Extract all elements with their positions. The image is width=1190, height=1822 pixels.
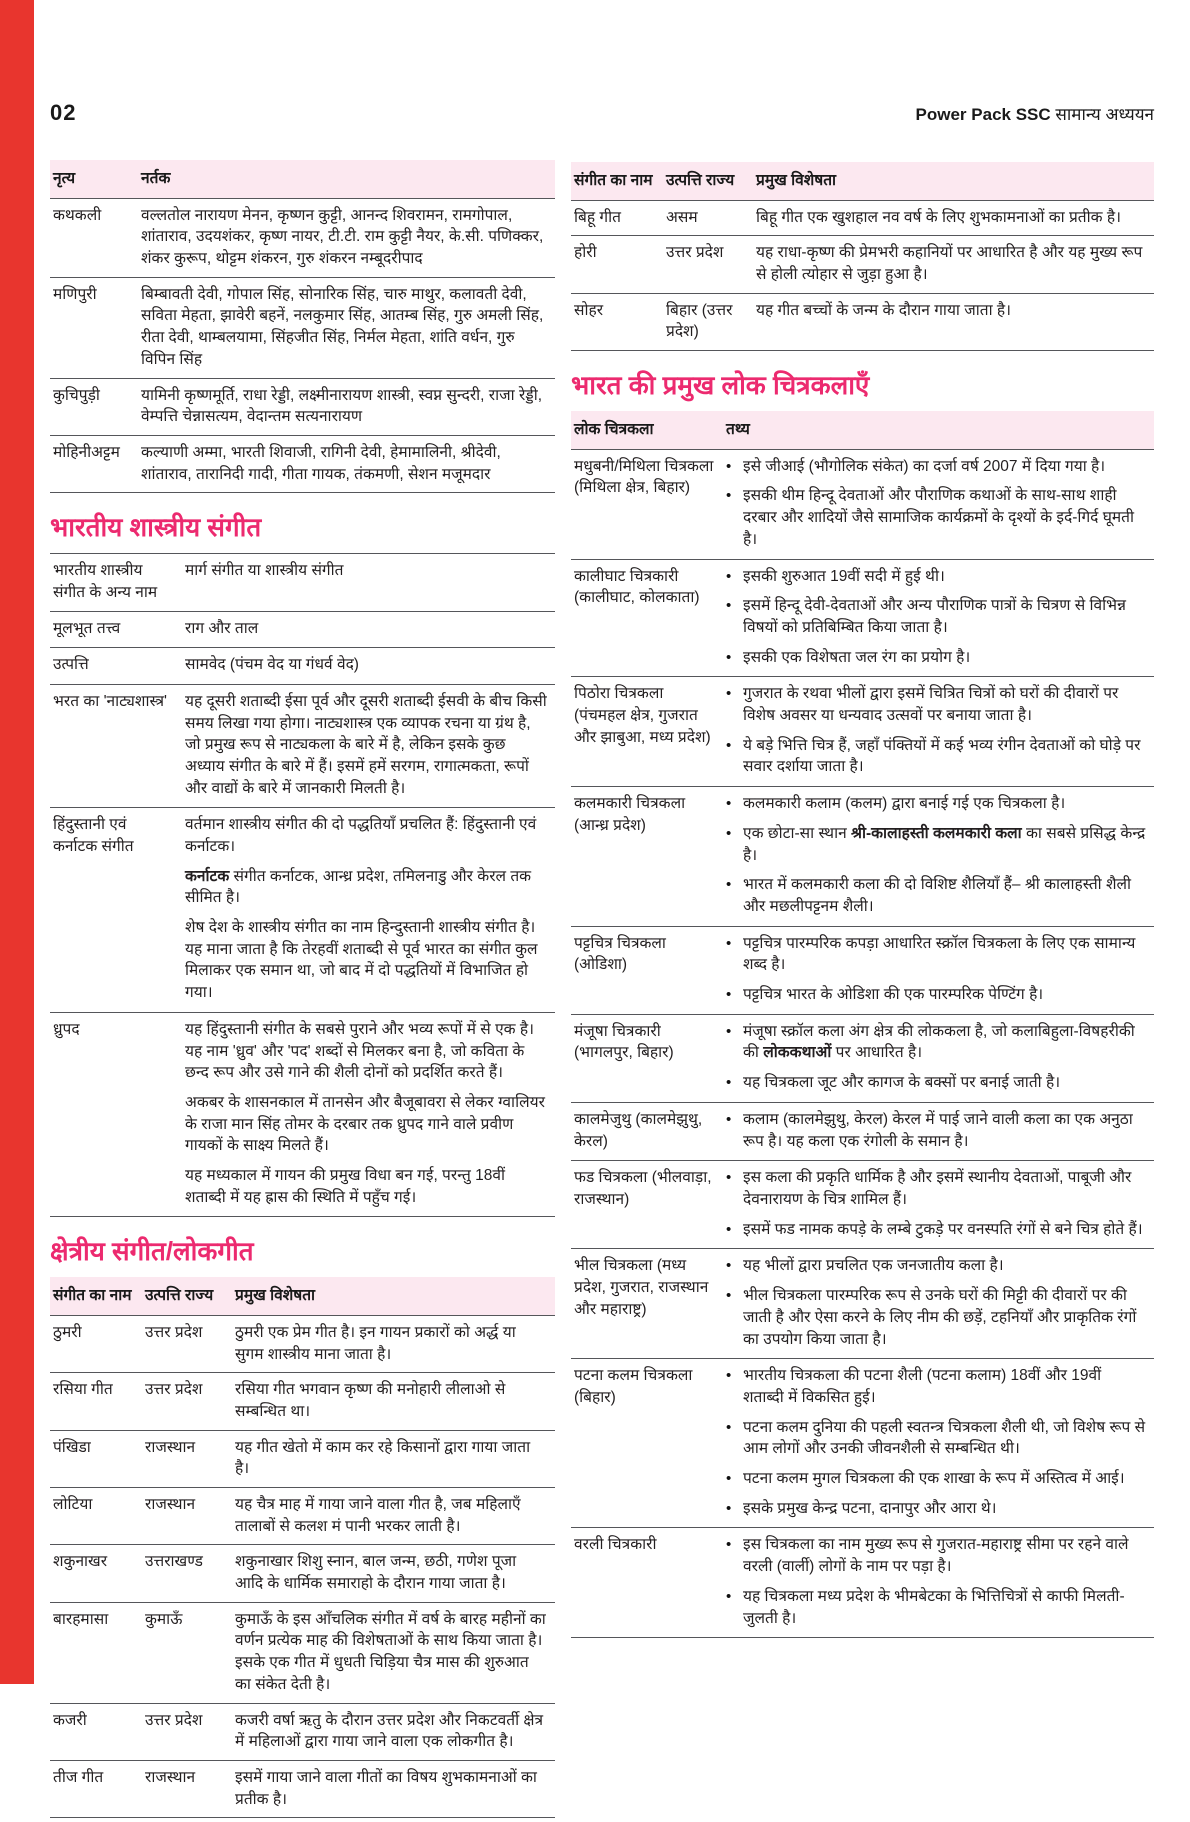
origin-state: उत्तर प्रदेश bbox=[145, 1323, 203, 1341]
song-name: पंखिडा bbox=[53, 1438, 91, 1456]
table-row bbox=[50, 1545, 555, 1602]
table-row bbox=[50, 435, 555, 492]
origin-state: राजस्थान bbox=[145, 1438, 196, 1456]
table-row bbox=[50, 1760, 555, 1817]
fact-text: पटना कलम दुनिया की पहली स्वतन्त्र चित्रकला शैली थी, जो विशेष रूप से आम लोगों और उनकी जीवनशैली से सम्बन्धित थी। bbox=[743, 1418, 1146, 1458]
origin-state: उत्तर प्रदेश bbox=[145, 1711, 203, 1729]
feature-text: यह गीत खेतो में काम कर रहे किसानों द्वारा गाया जाता है। bbox=[235, 1438, 531, 1478]
fact-item bbox=[726, 1255, 1146, 1277]
row-value: बिम्बावती देवी, गोपाल सिंह, सोनारिक सिंह, चारु माथुर, कलावती देवी, सविता मेहता, झावेरी बहनें, नलकुमार सिंह, आतम्ब सिंह, गुरु अमली सिंह, रीता देवी, थाम्बलयामा, सिंहजीत सिंह, निर्मल मेहता, शांति वर्धन, गुरु विपिन सिंह bbox=[141, 285, 544, 368]
row-value: वल्लतोल नारायण मेनन, कृष्णन कुट्टी, आनन्द शिवरामन, रामगोपाल, शांताराव, उदयशंकर, कृष्ण नायर, टी.टी. राम कुट्टी नैयर, के.सी. पणिक्कर, शंकर कुरूप, थोट्टम शंकरन, गुरु शंकरन नम्बूदरीपाद bbox=[141, 206, 544, 268]
table-row bbox=[571, 236, 1154, 293]
fact-item bbox=[726, 984, 1146, 1006]
origin-state: बिहार (उत्तर प्रदेश) bbox=[666, 301, 733, 341]
row-value bbox=[182, 1012, 555, 1217]
song-name: ठुमरी bbox=[53, 1323, 82, 1341]
song-name: तीज गीत bbox=[53, 1768, 104, 1786]
fact-text: इसमें हिन्दू देवी-देवताओं और अन्य पौराणिक पात्रों के चित्रण से विभिन्न विषयों को प्रतिबिम्बित किया जाता है। bbox=[743, 597, 1126, 636]
bullet-icon: • bbox=[726, 1418, 732, 1436]
table-row bbox=[50, 1430, 555, 1487]
page-edge-red-strip bbox=[0, 0, 34, 1684]
fact-item bbox=[726, 735, 1146, 778]
row-label: कथकली bbox=[53, 206, 102, 224]
fact-text: भारत में कलमकारी कला की दो विशिष्ट शैलियाँ हैं– श्री कालाहस्ती शैली और मछलीपट्टनम शैली। bbox=[743, 876, 1132, 915]
bullet-icon: • bbox=[726, 1367, 732, 1385]
column-header: नृत्य bbox=[50, 160, 138, 198]
painting-facts bbox=[723, 1359, 1154, 1528]
paragraph: वर्तमान शास्त्रीय संगीत की दो पद्धतियाँ प्रचलित हैं: हिंदुस्तानी एवं कर्नाटक। bbox=[185, 816, 537, 856]
dance-dancers-table bbox=[50, 160, 555, 493]
table-row bbox=[50, 1602, 555, 1703]
paragraph: यह दूसरी शताब्दी ईसा पूर्व और दूसरी शताब्दी ईसवी के बीच किसी समय लिखा गया होगा। नाट्यशास्त्र एक व्यापक रचना या ग्रंथ है, जो प्रमुख रूप से नाट्यकला के बारे में है, लेकिन इसके कुछ अध्याय संगीत के बारे में हैं। इसमें हमें सरगम, रागात्मकता, रूपों और वाद्यों के बारे में जानकारी मिलती है। bbox=[185, 692, 547, 797]
bullet-icon: • bbox=[726, 1499, 732, 1517]
fact-text: इस कला की प्रकृति धार्मिक है और इसमें स्थानीय देवताओं, पाबूजी और देवनारायण के चित्र शामिल हैं। bbox=[743, 1169, 1132, 1208]
table-header-row bbox=[571, 411, 1154, 449]
bullet-icon: • bbox=[726, 1587, 732, 1605]
row-value: यामिनी कृष्णमूर्ति, राधा रेड्डी, लक्ष्मीनारायण शास्त्री, स्वप्न सुन्दरी, राजा रेड्डी, वेम्पत्ति चेन्नासत्यम, वेदान्तम सत्यनारायण bbox=[141, 386, 543, 426]
running-head-brand: Power Pack SSC bbox=[915, 105, 1051, 124]
table-row bbox=[571, 787, 1154, 927]
fact-text: ये बड़े भित्ति चित्र हैं, जहाँ पंक्तियों में कई भव्य रंगीन देवताओं को घोड़े पर सवार दर्शाया जाता है। bbox=[743, 736, 1141, 776]
song-name: सोहर bbox=[574, 301, 604, 319]
fact-item bbox=[726, 1072, 1146, 1094]
page-number: 02 bbox=[50, 100, 77, 125]
painting-name: पट्टचित्र चित्रकला (ओडिशा) bbox=[574, 934, 666, 974]
origin-state: असम bbox=[666, 208, 698, 226]
fact-item bbox=[726, 683, 1146, 726]
row-value bbox=[182, 648, 555, 685]
fact-text: इसे जीआई (भौगोलिक संकेत) का दर्जा वर्ष 2007 में दिया गया है। bbox=[743, 457, 1106, 475]
paragraph: अकबर के शासनकाल में तानसेन और बैजूबावरा से लेकर ग्वालियर के राजा मान सिंह तोमर के दरबार तक ध्रुपद गाने वाले प्रवीण गायकों के साक्ष्य मिलते हैं। bbox=[185, 1093, 545, 1155]
fact-item bbox=[726, 595, 1146, 638]
fact-item bbox=[726, 1219, 1146, 1241]
row-value bbox=[182, 611, 555, 648]
origin-state: उत्तराखण्ड bbox=[145, 1553, 203, 1571]
song-name: शकुनाखर bbox=[53, 1553, 108, 1571]
painting-name: भील चित्रकला (मध्य प्रदेश, गुजरात, राजस्थान और महाराष्ट्र) bbox=[574, 1257, 709, 1318]
fact-item bbox=[726, 1498, 1146, 1520]
row-label: हिंदुस्तानी एवं कर्नाटक संगीत bbox=[53, 816, 134, 856]
bullet-icon: • bbox=[726, 795, 732, 813]
table-row bbox=[50, 378, 555, 435]
table-row bbox=[571, 677, 1154, 787]
row-label: ध्रुपद bbox=[53, 1020, 80, 1038]
table-row bbox=[571, 293, 1154, 350]
bullet-icon: • bbox=[726, 457, 732, 475]
right-column bbox=[571, 160, 1154, 1642]
column-header: उत्पत्ति राज्य bbox=[663, 162, 753, 200]
fact-text: भारतीय चित्रकला की पटना शैली (पटना कलाम) 18वीं और 19वीं शताब्दी में विकसित हुई। bbox=[743, 1367, 1102, 1406]
feature-text: बिहू गीत एक खुशहाल नव वर्ष के लिए शुभकामनाओं का प्रतीक है। bbox=[756, 208, 1121, 226]
bullet-icon: • bbox=[726, 986, 732, 1004]
song-name: बारहमासा bbox=[53, 1610, 109, 1628]
bullet-icon: • bbox=[726, 487, 732, 505]
bullet-icon: • bbox=[726, 934, 732, 952]
page-header bbox=[50, 100, 1154, 126]
painting-facts bbox=[723, 1249, 1154, 1359]
fact-item bbox=[726, 1021, 1146, 1064]
fact-item bbox=[726, 793, 1146, 815]
table-row bbox=[50, 1012, 555, 1217]
feature-text: शकुनाखार शिशु स्नान, बाल जन्म, छठी, गणेश पूजा आदि के धार्मिक समाराहो के दौरान गाया जाता है। bbox=[235, 1553, 517, 1593]
table-row bbox=[50, 611, 555, 648]
fact-item bbox=[726, 1109, 1146, 1152]
paragraph: यह मध्यकाल में गायन की प्रमुख विधा बन गई, परन्तु 18वीं शताब्दी में यह ह्रास की स्थिति में पहुँच गई। bbox=[185, 1166, 505, 1206]
row-label: उत्पत्ति bbox=[53, 656, 89, 674]
song-name: रसिया गीत bbox=[53, 1381, 113, 1399]
table-row bbox=[50, 277, 555, 378]
table-row bbox=[571, 1102, 1154, 1160]
column-header: नर्तक bbox=[138, 160, 555, 198]
origin-state: उत्तर प्रदेश bbox=[145, 1381, 203, 1399]
fact-text: गुजरात के रथवा भीलों द्वारा इसमें चित्रित चित्रों को घरों की दीवारों पर विशेष अवसर या धन्यवाद उत्सवों पर बनाया जाता है। bbox=[743, 685, 1119, 725]
fact-text: भील चित्रकला पारम्परिक रूप से उनके घरों की मिट्टी की दीवारों पर की जाती है और ऐसा करने के लिए नीम की छड़ें, टहनियाँ और प्राकृतिक रंगों का उपयोग किया जाता है। bbox=[743, 1287, 1137, 1348]
fact-text: यह भीलों द्वारा प्रचलित एक जनजातीय कला है। bbox=[743, 1257, 1004, 1275]
painting-facts bbox=[723, 559, 1154, 677]
fact-item bbox=[726, 456, 1146, 478]
bullet-icon: • bbox=[726, 1022, 732, 1040]
painting-facts bbox=[723, 677, 1154, 787]
painting-name: कालीघाट चित्रकारी (कालीघाट, कोलकाता) bbox=[574, 567, 700, 607]
song-name: बिहू गीत bbox=[574, 208, 621, 226]
table-header-row bbox=[571, 162, 1154, 200]
fact-item bbox=[726, 933, 1146, 976]
fact-item bbox=[726, 1167, 1146, 1210]
row-label: मूलभूत तत्त्व bbox=[53, 619, 121, 637]
bullet-icon: • bbox=[726, 824, 732, 842]
fact-text: इसके प्रमुख केन्द्र पटना, दानापुर और आरा थे। bbox=[743, 1499, 997, 1517]
table-row bbox=[571, 1014, 1154, 1102]
row-value bbox=[182, 684, 555, 807]
fact-item bbox=[726, 1285, 1146, 1350]
bullet-icon: • bbox=[726, 1110, 732, 1128]
table-row bbox=[571, 559, 1154, 677]
left-column bbox=[50, 160, 555, 1822]
fact-text: मंजूषा स्क्रॉल कला अंग क्षेत्र की लोककला है, जो कलाबिहुला-विषहरीकी की लोककथाओं पर आधारित है। bbox=[743, 1022, 1135, 1062]
fact-item bbox=[726, 1365, 1146, 1408]
feature-text: ठुमरी एक प्रेम गीत है। इन गायन प्रकारों को अर्द्ध या सुगम शास्त्रीय माना जाता है। bbox=[235, 1323, 516, 1363]
fact-item bbox=[726, 1468, 1146, 1490]
paragraph: यह हिंदुस्तानी संगीत के सबसे पुराने और भव्य रूपों में से एक है। यह नाम 'ध्रुव' और 'पद' शब्दों से मिलकर बना है, जो कविता के छन्द रूप और उसे गाने की शैली दोनों को प्रदर्शित करते हैं। bbox=[185, 1020, 534, 1082]
table-row bbox=[50, 1488, 555, 1545]
painting-facts bbox=[723, 787, 1154, 927]
origin-state: राजस्थान bbox=[145, 1496, 196, 1514]
origin-state: कुमाऊँ bbox=[145, 1610, 183, 1628]
painting-name: फड चित्रकला (भीलवाड़ा, राजस्थान) bbox=[574, 1169, 712, 1208]
table-row bbox=[50, 1703, 555, 1760]
row-label: भरत का 'नाट्यशास्त्र' bbox=[53, 692, 168, 710]
table-row bbox=[571, 1161, 1154, 1249]
fact-text: इस चित्रकला का नाम मुख्य रूप से गुजरात-महाराष्ट्र सीमा पर रहने वाले वरली (वार्ली) लोगों के नाम पर पड़ा है। bbox=[743, 1536, 1129, 1576]
table-row bbox=[571, 1249, 1154, 1359]
fact-text: यह चित्रकला जूट और कागज के बक्सों पर बनाई जाती है। bbox=[743, 1074, 1061, 1092]
bullet-icon: • bbox=[726, 736, 732, 754]
paragraph: राग और ताल bbox=[185, 619, 259, 637]
column-header: प्रमुख विशेषता bbox=[753, 162, 1154, 200]
table-row bbox=[571, 1359, 1154, 1528]
fact-item bbox=[726, 1417, 1146, 1460]
painting-name: पटना कलम चित्रकला (बिहार) bbox=[574, 1367, 693, 1406]
bullet-icon: • bbox=[726, 648, 732, 666]
fact-text: कलमकारी कलाम (कलम) द्वारा बनाई गई एक चित्रकला है। bbox=[743, 795, 1066, 813]
regional-folk-song-table-continued bbox=[571, 162, 1154, 351]
table-row bbox=[50, 648, 555, 685]
painting-facts bbox=[723, 1014, 1154, 1102]
fact-item bbox=[726, 874, 1146, 917]
column-header: प्रमुख विशेषता bbox=[232, 1277, 555, 1315]
fact-item bbox=[726, 647, 1146, 669]
table-row bbox=[50, 198, 555, 277]
bullet-icon: • bbox=[726, 685, 732, 703]
regional-folk-song-table bbox=[50, 1277, 555, 1818]
row-label: मणिपुरी bbox=[53, 285, 97, 303]
paragraph: सामवेद (पंचम वेद या गंधर्व वेद) bbox=[185, 656, 359, 674]
feature-text: रसिया गीत भगवान कृष्ण की मनोहारी लीलाओ से सम्बन्धित था। bbox=[235, 1381, 506, 1420]
song-name: कजरी bbox=[53, 1711, 87, 1729]
classical-music-table bbox=[50, 553, 555, 1217]
column-header: लोक चित्रकला bbox=[571, 411, 723, 449]
table-row bbox=[50, 554, 555, 611]
fact-text: पट्टचित्र भारत के ओडिशा की एक पारम्परिक पेण्टिंग है। bbox=[743, 986, 1044, 1004]
table-row bbox=[50, 808, 555, 1013]
painting-facts bbox=[723, 1102, 1154, 1160]
bullet-icon: • bbox=[726, 1257, 732, 1275]
row-value bbox=[182, 554, 555, 611]
bullet-icon: • bbox=[726, 567, 732, 585]
fact-item bbox=[726, 566, 1146, 588]
running-head bbox=[916, 102, 1154, 125]
fact-item bbox=[726, 1534, 1146, 1577]
painting-facts bbox=[723, 1528, 1154, 1638]
row-value bbox=[182, 808, 555, 1013]
song-name: होरी bbox=[574, 244, 597, 262]
fact-item bbox=[726, 1586, 1146, 1629]
table-header-row bbox=[50, 160, 555, 198]
folk-paintings-table bbox=[571, 411, 1154, 1638]
section-heading-regional-music: क्षेत्रीय संगीत/लोकगीत bbox=[50, 1236, 254, 1267]
fact-text: कलाम (कालमेझुथु, केरल) केरल में पाई जाने वाली कला का एक अनुठा रूप है। यह कला एक रंगोली के समान है। bbox=[743, 1110, 1133, 1150]
bullet-icon: • bbox=[726, 1220, 732, 1238]
table-row bbox=[50, 684, 555, 807]
paragraph: शेष देश के शास्त्रीय संगीत का नाम हिन्दुस्तानी शास्त्रीय संगीत है। यह माना जाता है कि तेरहवीं शताब्दी से पूर्व भारत का संगीत कुल मिलाकर एक समान था, जो बाद में दो पद्धतियों में विभाजित हो गया। bbox=[185, 919, 538, 1002]
table-header-row bbox=[50, 1277, 555, 1315]
fact-text: इसमें फड नामक कपड़े के लम्बे टुकड़े पर वनस्पति रंगों से बने चित्र होते हैं। bbox=[743, 1220, 1143, 1238]
page bbox=[50, 100, 1154, 1822]
fact-text: इसकी एक विशेषता जल रंग का प्रयोग है। bbox=[743, 648, 971, 666]
table-row bbox=[571, 926, 1154, 1014]
painting-facts bbox=[723, 926, 1154, 1014]
section-heading-classical-music: भारतीय शास्त्रीय संगीत bbox=[50, 512, 262, 543]
fact-text: एक छोटा-सा स्थान श्री-कालाहस्ती कलमकारी कला का सबसे प्रसिद्ध केन्द्र है। bbox=[743, 824, 1146, 864]
row-value: कल्याणी अम्मा, भारती शिवाजी, रागिनी देवी, हेमामालिनी, श्रीदेवी, शांताराव, तारानिदी गादी, गीता गायक, तंकमणी, सेशन मजूमदार bbox=[141, 443, 501, 483]
feature-text: यह गीत बच्चों के जन्म के दौरान गाया जाता है। bbox=[756, 301, 1012, 319]
row-label: कुचिपुड़ी bbox=[53, 386, 100, 404]
row-label: मोहिनीअट्टम bbox=[53, 443, 120, 461]
fact-text: इसकी थीम हिन्दू देवताओं और पौराणिक कथाओं के साथ-साथ शाही दरबार और शादियों जैसे सामाजिक कार्यक्रमों के दृश्यों के इर्द-गिर्द घूमती है। bbox=[743, 487, 1134, 548]
row-label: भारतीय शास्त्रीय संगीत के अन्य नाम bbox=[53, 562, 158, 601]
table-row bbox=[50, 1373, 555, 1430]
painting-facts bbox=[723, 1161, 1154, 1249]
feature-text: यह चैत्र माह में गाया जाने वाला गीत है, जब महिलाएँ तालाबों से कलश मं पानी भरकर लाती है। bbox=[235, 1496, 521, 1535]
song-name: लोटिया bbox=[53, 1496, 93, 1514]
painting-name: मंजूषा चित्रकारी (भागलपुर, बिहार) bbox=[574, 1022, 674, 1062]
column-header: संगीत का नाम bbox=[50, 1277, 142, 1315]
bullet-icon: • bbox=[726, 1469, 732, 1487]
painting-name: पिठोरा चित्रकला (पंचमहल क्षेत्र, गुजरात और झाबुआ, मध्य प्रदेश) bbox=[574, 685, 711, 746]
paragraph: मार्ग संगीत या शास्त्रीय संगीत bbox=[185, 562, 344, 580]
running-head-subject: सामान्य अध्ययन bbox=[1055, 105, 1154, 124]
bullet-icon: • bbox=[726, 597, 732, 615]
fact-text: पट्टचित्र पारम्परिक कपड़ा आधारित स्क्रॉल चित्रकला के लिए एक सामान्य शब्द है। bbox=[743, 934, 1136, 974]
origin-state: उत्तर प्रदेश bbox=[666, 244, 724, 262]
feature-text: इसमें गाया जाने वाला गीतों का विषय शुभकामनाओं का प्रतीक है। bbox=[235, 1768, 537, 1808]
table-row bbox=[571, 200, 1154, 236]
painting-name: मधुबनी/मिथिला चित्रकला (मिथिला क्षेत्र, बिहार) bbox=[574, 457, 714, 497]
feature-text: कुमाऊँ के इस आँचलिक संगीत में वर्ष के बारह महीनों का वर्णन प्रत्येक माह की विशेषताओं के साथ किया जाता है। इसके एक गीत में धुधती चिड़िया चैत्र मास की शुरुआत का संकेत देती है। bbox=[235, 1610, 546, 1693]
fact-text: इसकी शुरुआत 19वीं सदी में हुई थी। bbox=[743, 567, 945, 585]
fact-item bbox=[726, 485, 1146, 550]
bullet-icon: • bbox=[726, 876, 732, 894]
section-heading-folk-paintings: भारत की प्रमुख लोक चित्रकलाएँ bbox=[571, 370, 870, 401]
table-row bbox=[50, 1315, 555, 1372]
feature-text: कजरी वर्षा ऋतु के दौरान उत्तर प्रदेश और निकटवर्ती क्षेत्र में महिलाओं द्वारा गाया जाने वाला एक लोकगीत है। bbox=[235, 1711, 544, 1751]
table-row bbox=[571, 449, 1154, 559]
bullet-icon: • bbox=[726, 1536, 732, 1554]
fact-text: पटना कलम मुगल चित्रकला की एक शाखा के रूप में अस्तित्व में आई। bbox=[743, 1469, 1125, 1487]
bullet-icon: • bbox=[726, 1074, 732, 1092]
bullet-icon: • bbox=[726, 1287, 732, 1305]
origin-state: राजस्थान bbox=[145, 1768, 196, 1786]
paragraph: कर्नाटक संगीत कर्नाटक, आन्ध्र प्रदेश, तमिलनाडु और केरल तक सीमित है। bbox=[185, 867, 532, 907]
fact-text: यह चित्रकला मध्य प्रदेश के भीमबेटका के भित्तिचित्रों से काफी मिलती-जुलती है। bbox=[743, 1587, 1125, 1627]
painting-name: वरली चित्रकारी bbox=[574, 1536, 657, 1554]
fact-item bbox=[726, 823, 1146, 866]
column-header: संगीत का नाम bbox=[571, 162, 663, 200]
painting-facts bbox=[723, 449, 1154, 559]
column-header: उत्पत्ति राज्य bbox=[142, 1277, 232, 1315]
table-row bbox=[571, 1528, 1154, 1638]
column-header: तथ्य bbox=[723, 411, 1154, 449]
painting-name: कलमकारी चित्रकला (आन्ध्र प्रदेश) bbox=[574, 795, 686, 834]
bullet-icon: • bbox=[726, 1169, 732, 1187]
feature-text: यह राधा-कृष्ण की प्रेमभरी कहानियों पर आधारित है और यह मुख्य रूप से होली त्योहार से जुड़ा हुआ है। bbox=[756, 244, 1143, 284]
painting-name: कालमेजुथु (कालमेझुथु, केरल) bbox=[574, 1110, 703, 1150]
